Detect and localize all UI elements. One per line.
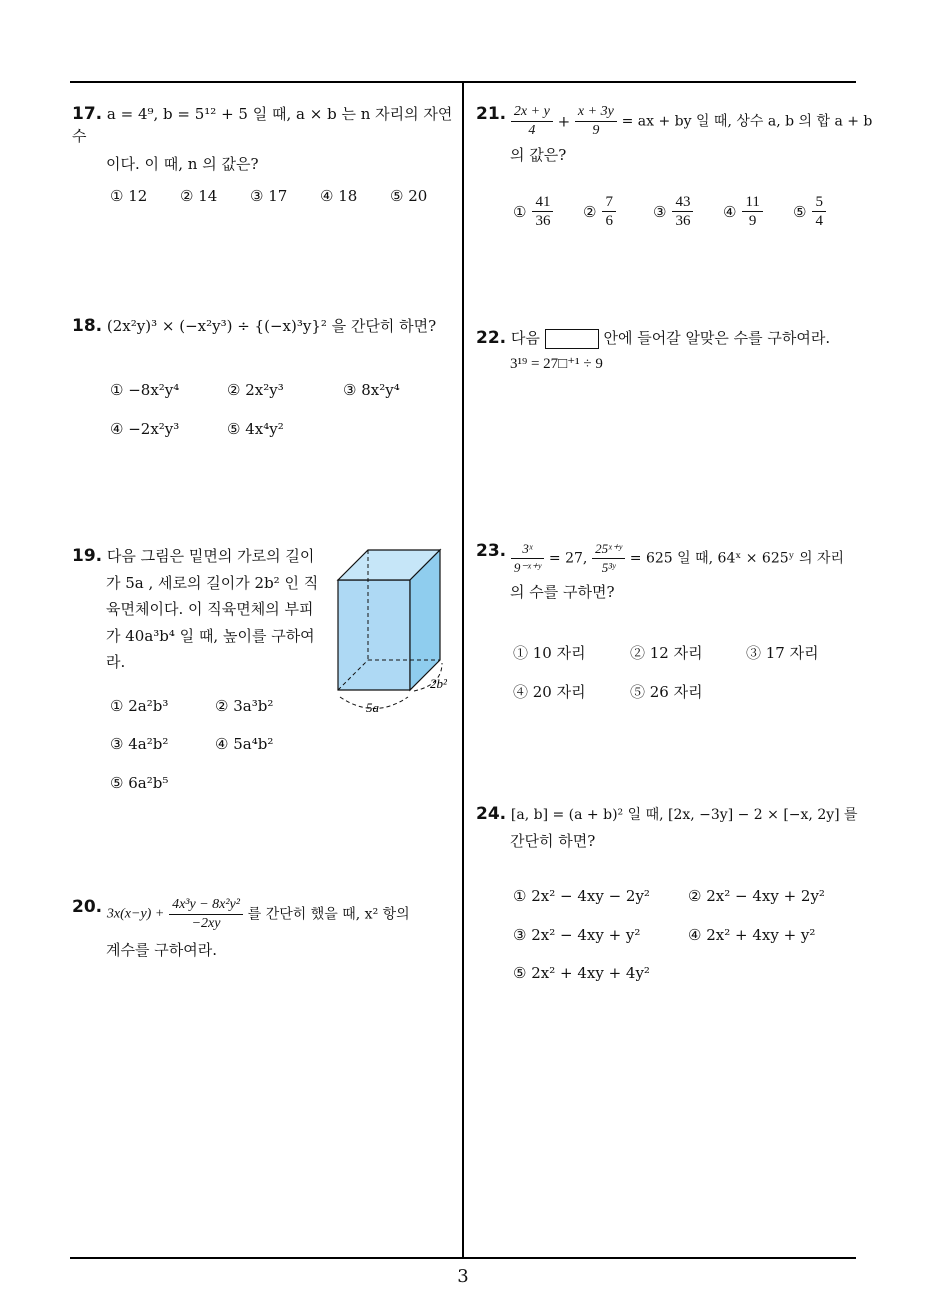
page-number: 3 [457,1266,469,1287]
question-text-line2: 이다. 이 때, n 의 값은? [106,155,259,173]
fraction-denominator: 9 [748,213,757,229]
option-1[interactable]: ① 2x² − 4xy − 2y² [513,887,650,905]
equals-text: = 27, [548,550,588,567]
option-1[interactable]: ① 2a²b³ [110,697,169,715]
question-number: 17. [72,104,103,124]
option-3[interactable] [653,193,693,230]
column-divider [462,82,464,1258]
option-5[interactable]: ⑤ 26 자리 [630,683,703,701]
question-text: a = 4⁹, b = 5¹² + 5 일 때, a × b 는 n 자리의 자연수 [72,105,453,145]
fraction-numerator: x + 3y [575,103,617,122]
cuboid-figure [330,545,460,720]
option-fraction [742,193,762,230]
option-mark: ② [583,202,597,221]
equation: 3¹⁹ = 27□⁺¹ ÷ 9 [510,356,603,372]
question-text-line1: 다음 그림은 밑면의 가로의 길이 [106,547,315,565]
question-text-line3: 육면체이다. 이 직육면체의 부피 [106,600,314,618]
question-number: 22. [476,328,507,348]
expression-fraction [169,896,243,933]
question-text-line4: 가 40a³b⁴ 일 때, 높이를 구하여 [106,626,315,645]
option-1[interactable]: ① 10 자리 [513,644,586,662]
option-mark: ③ [653,202,667,221]
option-2[interactable]: ② 12 자리 [630,644,703,662]
question-text: [a, b] = (a + b)² 일 때, [2x, −3y] − 2 × [−x, 2y] 를 [510,807,858,823]
fraction-denominator: 36 [535,213,551,229]
fraction-numerator: 7 [602,193,616,212]
bottom-rule [70,1257,856,1259]
fraction-denominator: 9 [592,123,600,138]
option-2[interactable] [583,193,616,230]
option-mark: ① [513,202,527,221]
fraction-1 [511,540,544,577]
question-20 [72,896,462,961]
option-4[interactable] [723,193,763,230]
option-2[interactable]: ② 14 [180,187,218,205]
option-fraction [672,193,693,230]
fraction-denominator: 4 [528,123,536,138]
option-4[interactable]: ④ 2x² + 4xy + y² [688,926,816,944]
option-3[interactable]: ③ 2x² − 4xy + y² [513,926,641,944]
option-3[interactable]: ③ 4a²b² [110,735,169,753]
option-fraction [812,193,826,230]
fraction-1 [511,103,553,140]
option-2[interactable]: ② 2x²y³ [227,381,284,399]
option-4[interactable]: ④ −2x²y³ [110,420,180,438]
question-text-before: 다음 [510,329,540,347]
option-2[interactable]: ② 2x² − 4xy + 2y² [688,887,825,905]
fraction-numerator: 41 [532,193,553,212]
question-text: = 625 일 때, 64ˣ × 625ʸ 의 자리 [629,550,845,567]
option-5[interactable]: ⑤ 2x² + 4xy + 4y² [513,964,650,982]
question-number: 20. [72,897,103,917]
question-number: 21. [476,104,507,124]
option-4[interactable]: ④ 5a⁴b² [215,735,274,753]
question-text-after: 안에 들어갈 알맞은 수를 구하여라. [603,329,831,347]
option-fraction [532,193,553,230]
plus-sign: + [557,112,571,131]
question-text-line2: 의 값은? [510,146,567,164]
option-1[interactable]: ① 12 [110,187,148,205]
question-21 [476,103,873,166]
option-4[interactable]: ④ 20 자리 [513,683,586,701]
question-24 [476,803,866,852]
question-text-line2: 의 수를 구하면? [510,583,615,601]
option-4[interactable]: ④ 18 [320,187,358,205]
question-23 [476,540,866,603]
fraction-denominator: 9⁻ˣ⁺ʸ [513,560,542,575]
fraction-numerator: 4x³y − 8x²y² [169,896,243,915]
option-5[interactable] [793,193,826,230]
question-number: 19. [72,546,103,566]
option-fraction [602,193,616,230]
question-number: 23. [476,541,507,561]
question-22 [476,327,866,375]
question-number: 24. [476,804,507,824]
option-3[interactable]: ③ 17 자리 [746,644,819,662]
option-5[interactable]: ⑤ 20 [390,187,428,205]
question-text: 를 간단히 했을 때, x² 항의 [247,906,410,923]
fraction-numerator: 5 [812,193,826,212]
fraction-denominator: 36 [675,213,691,229]
option-3[interactable]: ③ 8x²y⁴ [343,381,400,399]
fraction-numerator: 25ˣ⁺ʸ [592,540,625,559]
option-mark: ⑤ [793,202,807,221]
fraction-denominator: −2xy [191,916,221,931]
question-text-line2: 계수를 구하여라. [106,941,217,959]
fraction-numerator: 2x + y [511,103,553,122]
question-text-line2: 가 5a , 세로의 길이가 2b² 인 직 [106,573,319,592]
fraction-numerator: 11 [742,193,762,212]
fraction-denominator: 6 [605,213,613,229]
answer-blank-box[interactable] [545,329,599,349]
option-1[interactable] [513,193,553,230]
question-number: 18. [72,316,103,336]
option-mark: ④ [723,202,737,221]
fraction-2 [575,103,617,140]
question-text-line2: 간단히 하면? [510,832,596,850]
fraction-2 [592,540,625,577]
fraction-denominator: 5³ʸ [601,560,616,575]
depth-label: 2b² [430,676,447,691]
expression-prefix: 3x(x−y) + [106,906,165,922]
question-text: (2x²y)³ × (−x²y³) ÷ {(−x)³y}² 을 간단히 하면? [106,317,437,335]
fraction-numerator: 43 [672,193,693,212]
option-2[interactable]: ② 3a³b² [215,697,274,715]
option-3[interactable]: ③ 17 [250,187,288,205]
question-19 [72,543,332,676]
question-text: = ax + by 일 때, 상수 a, b 의 합 a + b [621,113,873,130]
question-17 [72,103,458,175]
option-1[interactable]: ① −8x²y⁴ [110,381,180,399]
fraction-numerator: 3ˣ [511,540,544,559]
option-5[interactable]: ⑤ 6a²b⁵ [110,774,169,792]
fraction-denominator: 4 [815,213,823,229]
width-label: 5a [366,700,379,715]
question-18 [72,315,458,337]
option-5[interactable]: ⑤ 4x⁴y² [227,420,284,438]
question-text-line5: 라. [106,653,126,671]
